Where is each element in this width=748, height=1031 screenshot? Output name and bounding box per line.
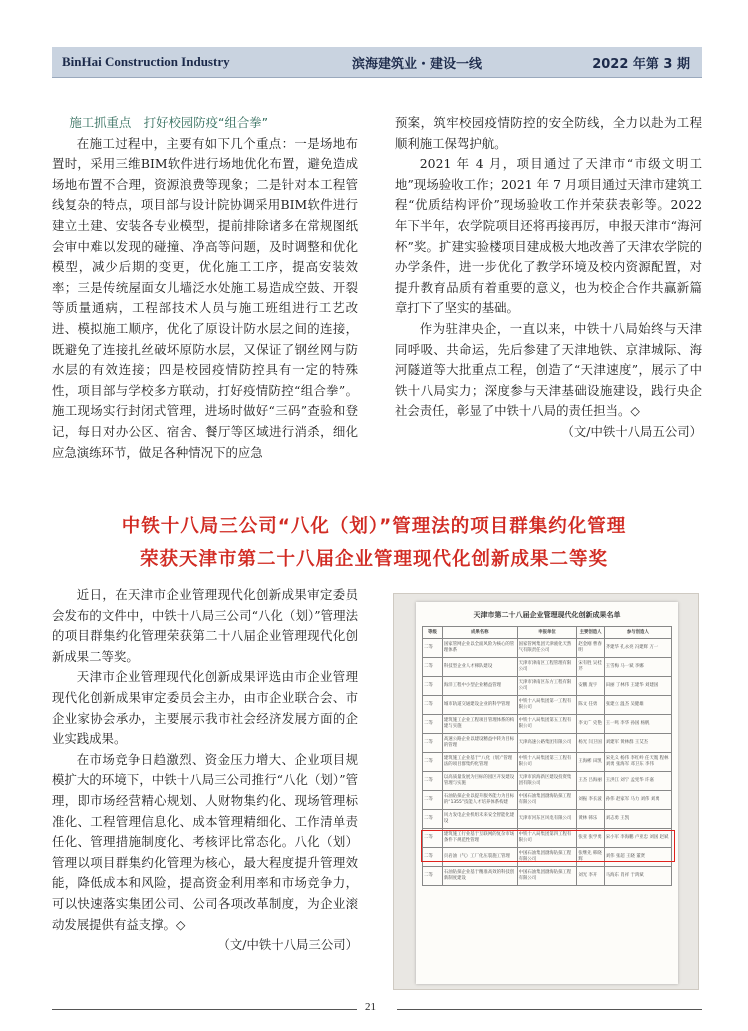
award-table-cell: 二等 bbox=[423, 791, 443, 810]
award-table-cell: 天津高速公路集团有限公司 bbox=[517, 734, 577, 753]
column-header: 成果名称 bbox=[442, 627, 517, 639]
article2-paragraph: 近日，在天津市企业管理现代化创新成果审定委员会发布的文件中，中铁十八局三公司“八化（划）”管理法的项目群集约化管理荣获第二十八届企业管理现代化创新成果二等奖。 bbox=[52, 587, 358, 664]
page-header bbox=[52, 47, 702, 78]
award-table-row bbox=[423, 810, 672, 829]
award-table-cell: 王一鸣 李华 孙国 杨帆 bbox=[604, 715, 671, 734]
article2-text-column bbox=[52, 585, 358, 956]
award-table-cell: 高速公路企业以建设精益中转为目标的管理 bbox=[442, 734, 517, 753]
award-table-cell: 张继先 韩晓辉 bbox=[577, 848, 604, 867]
award-table-cell: 天津市津南区东方工程有限公司 bbox=[517, 677, 577, 696]
award-table-cell: 刘志勇 王凯 bbox=[604, 810, 671, 829]
award-table-cell: 宋先义 杨伟 李红岭 任天胤 程林 刘勇 张海军 邓卫东 李伟 bbox=[604, 753, 671, 772]
award-table-row bbox=[423, 658, 672, 677]
award-table-cell: 建筑施工企业基于“八化（划）”管理法的项目群集约化管理 bbox=[442, 753, 517, 772]
award-table-cell: 二等 bbox=[423, 658, 443, 677]
article1-right-column bbox=[395, 113, 702, 443]
award-table-cell: 齐建华 孔永亮 冯建辉 万一 bbox=[604, 639, 671, 658]
award-table-cell: 二等 bbox=[423, 848, 443, 867]
award-table-cell: 天津市河东区风电有限公司 bbox=[517, 810, 577, 829]
award-table-cell: 二等 bbox=[423, 772, 443, 791]
award-table-cell: 孙伟 赵家军 马力 刘伟 刘勇 bbox=[604, 791, 671, 810]
publication-section-cn: 滨海建筑业・建设一线 bbox=[352, 57, 483, 72]
footer-rule bbox=[52, 1009, 702, 1010]
award-table-cell: 黄林 韩乐 bbox=[577, 810, 604, 829]
article2-title-line1: 中铁十八局三公司“八化（划）”管理法的项目群集约化管理 bbox=[121, 516, 627, 537]
award-table-cell: 刘建军 黄林群 王艾杰 bbox=[604, 734, 671, 753]
award-table-cell: 中铁十八局集团第五工程有限公司 bbox=[517, 715, 577, 734]
award-table-cell: 田丽 丁林伟 王建华 刘建国 bbox=[604, 677, 671, 696]
award-table-header-row bbox=[423, 627, 672, 639]
award-table-cell: 陈文 任勇 bbox=[577, 696, 604, 715]
article1-paragraph: 在施工过程中，主要有如下几个重点：一是场地布置时，采用三维BIM软件进行场地优化布置，避免造成场地布置不合理，资源浪费等现象；二是针对本工程管线复杂的特点，项目部与设计院协调采用BIM软件进行建立土建、安装各专业模型，提前排除诸多在常规图纸会审中难以发现的碰撞、净高等问题，及时调整和优化模型，减少后期的变更，优化施工工序，提高安装效率；三是传统屋面女儿墙泛水处施工易造成空鼓、开裂等质量通病，工程部技术人员与施工班组进行工艺改进、模拟施工顺序，优化了原设计防水层之间的连接，既避免了连接扎丝破坏原防水层，又保证了钢丝网与防水层的有效连接；四是校园疫情防控具有一定的特殊性，项目部与学校多方联动，打好疫情防控“组合拳”。施工现场实行封闭式管理，进场时做好“三码”查验和登记，每日对办公区、宿舍、餐厅等区域进行消杀，细化应急演练环节，做足各种情况下的应急 bbox=[52, 135, 358, 460]
award-table-cell: 杨光 闫卫国 bbox=[577, 734, 604, 753]
award-table-cell: 王雪梅 马一斌 李娜 bbox=[604, 658, 671, 677]
award-table-row bbox=[423, 715, 672, 734]
award-table-cell: 国家管网企业以全面风险为核心的管理体系 bbox=[442, 639, 517, 658]
award-table-cell: 以高质量发展为目标的园区开发建设管理与实施 bbox=[442, 772, 517, 791]
award-table-cell: 安鹏 庞宇 bbox=[577, 677, 604, 696]
award-table-cell: 中铁十八局集团第一工程有限公司 bbox=[517, 696, 577, 715]
highlight-box bbox=[421, 830, 675, 862]
award-table-cell: 建筑施工企业工程项目管理体系的构建与实施 bbox=[442, 715, 517, 734]
award-table-row bbox=[423, 677, 672, 696]
award-table-cell: 宋小军 李海鹏 卢亚忠 刘国 赵斌 bbox=[604, 829, 671, 848]
award-table-cell: 海洋工程中小型企业精益管理 bbox=[442, 677, 517, 696]
award-table-cell: 国家管网集团天津液化天然气有限责任公司 bbox=[517, 639, 577, 658]
award-table-cell: 中铁十八局集团第三工程有限公司 bbox=[517, 753, 577, 772]
article2-paragraph: 在市场竞争日趋激烈、资金压力增大、企业项目规模扩大的环境下，中铁十八局三公司推行“八化（划）”管理，即市场经营精心规划、人财物集约化、现场管理标准化、工程管理信息化、成本管理精细化、工作清单责任化、管理措施制度化、考核评比常态化。八化（划）管理以项目群集约化管理为核心，最大程度提升管理效能，降低成本和风险，提高资金利用率和市场竞争力，可以快速落实集团公司、公司各项改革制度，为企业滚动发展提供有益支撑。◇ bbox=[52, 751, 358, 932]
award-table-cell: 刘振 李长波 bbox=[577, 791, 604, 810]
award-list-photo bbox=[393, 593, 699, 990]
article2-paragraph: 天津市企业管理现代化创新成果评选由市企业管理现代化创新成果审定委员会主办，由市企业联合会、市企业家协会承办，主要展示我市社会经济发展方面的企业实践成果。 bbox=[52, 669, 358, 747]
page-number: 21 bbox=[365, 1001, 376, 1013]
award-table-cell: 中国石油集团渤海钻探工程有限公司 bbox=[517, 848, 577, 867]
column-header: 申报单位 bbox=[517, 627, 577, 639]
article1-paragraph: 作为驻津央企，一直以来，中铁十八局始终与天津同呼吸、共命运，先后参建了天津地铁、京津城际、海河隧道等大批重点工程，创造了“天津速度”，展示了中铁十八局实力；深度参与天津基础设施建设，践行央企社会责任，彰显了中铁十八局的责任担当。◇ bbox=[395, 320, 702, 419]
award-table-cell: 科技型企业人才梯队建设 bbox=[442, 658, 517, 677]
award-table-cell: 马海东 肖祥 于鸿斌 bbox=[604, 867, 671, 886]
award-table-cell: 二等 bbox=[423, 677, 443, 696]
award-table-cell: 赵金刚 曹春明 bbox=[577, 639, 604, 658]
award-table-cell: 风力发电企业机组未来安全智能化建设 bbox=[442, 810, 517, 829]
award-table-cell: 李文广 史艳 bbox=[577, 715, 604, 734]
award-table-cell: 二等 bbox=[423, 715, 443, 734]
article1-left-column bbox=[52, 113, 358, 463]
award-table-row bbox=[423, 772, 672, 791]
column-header: 主要创造人 bbox=[577, 627, 604, 639]
award-table-cell: 宋有胜 吴桂芹 bbox=[577, 658, 604, 677]
column-header: 等级 bbox=[423, 627, 443, 639]
award-table-cell: 页岩油（气）工厂化压裂施工管理 bbox=[442, 848, 517, 867]
award-table-cell: 二等 bbox=[423, 734, 443, 753]
award-table-cell: 二等 bbox=[423, 829, 443, 848]
award-table-row bbox=[423, 791, 672, 810]
award-table-cell: 中国石油集团渤海钻探工程有限公司 bbox=[517, 791, 577, 810]
award-table-cell: 王杰 吕海丽 bbox=[577, 772, 604, 791]
award-table-row bbox=[423, 753, 672, 772]
award-table-cell: 二等 bbox=[423, 696, 443, 715]
award-table-cell: 石油钻探企业以提升服务能力为目标的“1355”技能人才培养体系构建 bbox=[442, 791, 517, 810]
award-table-cell: 王海彬 田凯 bbox=[577, 753, 604, 772]
award-list-document bbox=[416, 602, 678, 984]
award-table-cell: 天津市滨海新区建设投资集团有限公司 bbox=[517, 772, 577, 791]
column-header: 参与创造人 bbox=[604, 627, 671, 639]
award-table-cell: 建筑施工行业基于互联网的复杂市场条件下规范性管理 bbox=[442, 829, 517, 848]
award-table-cell: 二等 bbox=[423, 810, 443, 829]
award-table-cell: 张亚 张学勇 bbox=[577, 829, 604, 848]
award-table-cell: 石油钻探企业基于精准高效的科技创新制度建设 bbox=[442, 867, 517, 886]
award-table-cell: 中铁十八局集团第四工程有限公司 bbox=[517, 829, 577, 848]
award-table-cell: 二等 bbox=[423, 867, 443, 886]
article2-title-line2: 荣获天津市第二十八届企业管理现代化创新成果二等奖 bbox=[139, 549, 608, 570]
award-table-cell: 刘伟 张超 王晓 董贤 bbox=[604, 848, 671, 867]
award-table-cell: 王洪江 刘宁 孟宪华 许嘉 bbox=[604, 772, 671, 791]
article2-signature: （文/中铁十八局三公司） bbox=[217, 937, 358, 953]
award-table-row bbox=[423, 639, 672, 658]
award-table-row bbox=[423, 696, 672, 715]
award-table-cell: 二等 bbox=[423, 753, 443, 772]
award-table-cell: 张建立 温杰 吴健雄 bbox=[604, 696, 671, 715]
award-table-row bbox=[423, 867, 672, 886]
award-table-cell: 城市轨道交通建设企业的科学管理 bbox=[442, 696, 517, 715]
award-table-cell: 二等 bbox=[423, 639, 443, 658]
article1-subheading: 施工抓重点 打好校园防疫“组合拳” bbox=[69, 115, 269, 130]
award-table-cell: 天津市津南区工程管理有限公司 bbox=[517, 658, 577, 677]
publication-name-en: BinHai Construction Industry bbox=[62, 54, 230, 69]
article1-paragraph: 2021 年 4 月，项目通过了天津市“市级文明工地”现场验收工作；2021 年 7 月项目通过天津市建筑工程“优质结构评价”现场验收工作并荣获表彰等。2022 年下半年，农学院项目还将再接再厉，申报天津市“海河杯”奖。扩建实验楼项目建成极大地改善了天津农学院的办学条件，进一步优化了教学环境及校内资源配置，对提升教育品质有着重要的意义，也为校企合作共赢新篇章打下了坚实的基础。 bbox=[395, 156, 702, 316]
award-table-cell: 中国石油集团渤海钻探工程有限公司 bbox=[517, 867, 577, 886]
issue-number: 2022 年第 3 期 bbox=[592, 57, 690, 72]
award-list-title: 天津市第二十八届企业管理现代化创新成果名单 bbox=[473, 611, 621, 619]
award-table-cell: 刘光 李开 bbox=[577, 867, 604, 886]
article1-signature: （文/中铁十八局五公司） bbox=[561, 423, 702, 439]
article1-paragraph: 预案，筑牢校园疫情防控的安全防线，全力以赴为工程顺利施工保驾护航。 bbox=[395, 115, 702, 151]
award-table-row bbox=[423, 734, 672, 753]
